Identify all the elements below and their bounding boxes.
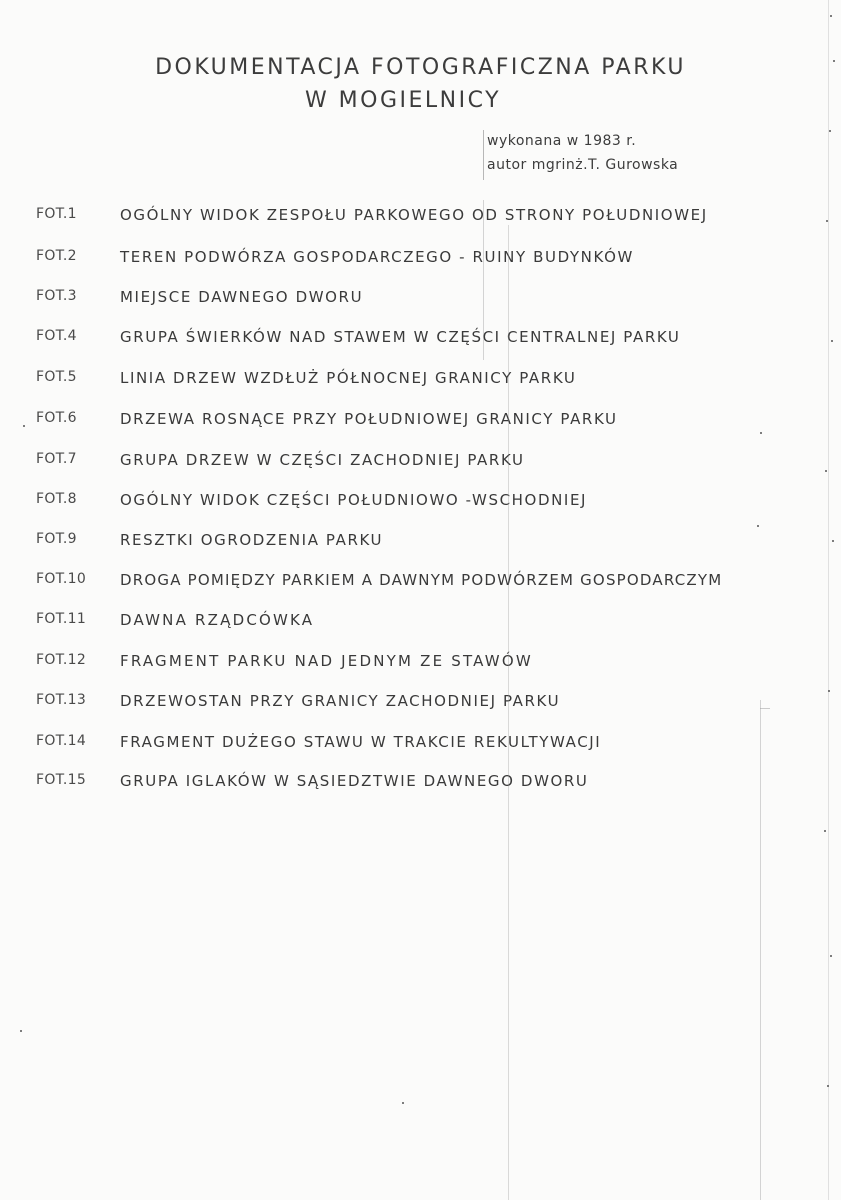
list-item xyxy=(0,328,841,352)
photo-code: FOT.15 xyxy=(36,772,87,788)
photo-description: LINIA DRZEW WZDŁUŻ PÓŁNOCNEJ GRANICY PARKU xyxy=(120,369,577,387)
scan-speck xyxy=(833,60,835,62)
made-in-year: wykonana w 1983 r. xyxy=(487,133,637,149)
photo-description: OGÓLNY WIDOK CZĘŚCI POŁUDNIOWO -WSCHODNIEJ xyxy=(120,491,588,509)
scan-speck xyxy=(23,425,25,427)
list-item xyxy=(0,772,841,796)
margin-guide-line xyxy=(508,225,509,1200)
list-item xyxy=(0,652,841,676)
scan-speck xyxy=(826,220,828,222)
scan-speck xyxy=(830,955,832,957)
document-title: DOKUMENTACJA FOTOGRAFICZNA PARKU xyxy=(155,55,686,80)
photo-code: FOT.12 xyxy=(36,652,87,668)
scan-speck xyxy=(827,1085,829,1087)
list-item xyxy=(0,692,841,716)
list-item xyxy=(0,288,841,312)
photo-code: FOT.10 xyxy=(36,571,87,587)
scan-speck xyxy=(830,15,832,17)
scan-speck xyxy=(402,1102,404,1104)
photo-description: GRUPA ŚWIERKÓW NAD STAWEM W CZĘŚCI CENTRALNEJ PARKU xyxy=(120,328,681,346)
photo-description: DAWNA RZĄDCÓWKA xyxy=(120,611,315,629)
list-item xyxy=(0,531,841,555)
margin-guide-line xyxy=(483,130,484,180)
list-item xyxy=(0,571,841,595)
scan-speck xyxy=(757,525,759,527)
margin-guide-line xyxy=(760,708,770,709)
photo-description: DRZEWOSTAN PRZY GRANICY ZACHODNIEJ PARKU xyxy=(120,692,561,710)
author-line: autor mgrinż.T. Gurowska xyxy=(487,157,679,173)
list-item xyxy=(0,248,841,272)
scan-edge-line xyxy=(828,0,829,1200)
photo-description: OGÓLNY WIDOK ZESPOŁU PARKOWEGO OD STRONY POŁUDNIOWEJ xyxy=(120,206,708,224)
scan-speck xyxy=(832,540,834,542)
photo-code: FOT.14 xyxy=(36,733,87,749)
photo-description: TEREN PODWÓRZA GOSPODARCZEGO - RUINY BUDYNKÓW xyxy=(120,248,634,266)
photo-code: FOT.9 xyxy=(36,531,77,547)
photo-code: FOT.7 xyxy=(36,451,77,467)
list-item xyxy=(0,491,841,515)
photo-code: FOT.6 xyxy=(36,410,77,426)
list-item xyxy=(0,611,841,635)
photo-description: RESZTKI OGRODZENIA PARKU xyxy=(120,531,384,549)
scan-speck xyxy=(829,130,831,132)
list-item xyxy=(0,733,841,757)
photo-description: FRAGMENT PARKU NAD JEDNYM ZE STAWÓW xyxy=(120,652,533,670)
scan-speck xyxy=(824,830,826,832)
scan-speck xyxy=(760,432,762,434)
list-item xyxy=(0,206,841,230)
photo-description: GRUPA DRZEW W CZĘŚCI ZACHODNIEJ PARKU xyxy=(120,451,525,469)
list-item xyxy=(0,451,841,475)
photo-description: GRUPA IGLAKÓW W SĄSIEDZTWIE DAWNEGO DWORU xyxy=(120,772,589,790)
photo-description: DROGA POMIĘDZY PARKIEM A DAWNYM PODWÓRZEM GOSPODARCZYM xyxy=(120,571,723,589)
margin-guide-line xyxy=(483,200,484,360)
photo-code: FOT.4 xyxy=(36,328,77,344)
photo-code: FOT.13 xyxy=(36,692,87,708)
document-title-location: W MOGIELNICY xyxy=(304,88,502,113)
list-item xyxy=(0,369,841,393)
list-item xyxy=(0,410,841,434)
margin-guide-line xyxy=(760,700,761,1200)
photo-code: FOT.3 xyxy=(36,288,77,304)
photo-code: FOT.5 xyxy=(36,369,77,385)
photo-code: FOT.11 xyxy=(36,611,87,627)
photo-description: FRAGMENT DUŻEGO STAWU W TRAKCIE REKULTYWACJI xyxy=(120,733,602,751)
photo-code: FOT.1 xyxy=(36,206,77,222)
scan-speck xyxy=(828,690,830,692)
photo-code: FOT.8 xyxy=(36,491,77,507)
photo-code: FOT.2 xyxy=(36,248,77,264)
photo-description: MIEJSCE DAWNEGO DWORU xyxy=(120,288,364,306)
photo-description: DRZEWA ROSNĄCE PRZY POŁUDNIOWEJ GRANICY PARKU xyxy=(120,410,618,428)
scan-speck xyxy=(20,1030,22,1032)
scan-speck xyxy=(831,340,833,342)
scan-speck xyxy=(825,470,827,472)
